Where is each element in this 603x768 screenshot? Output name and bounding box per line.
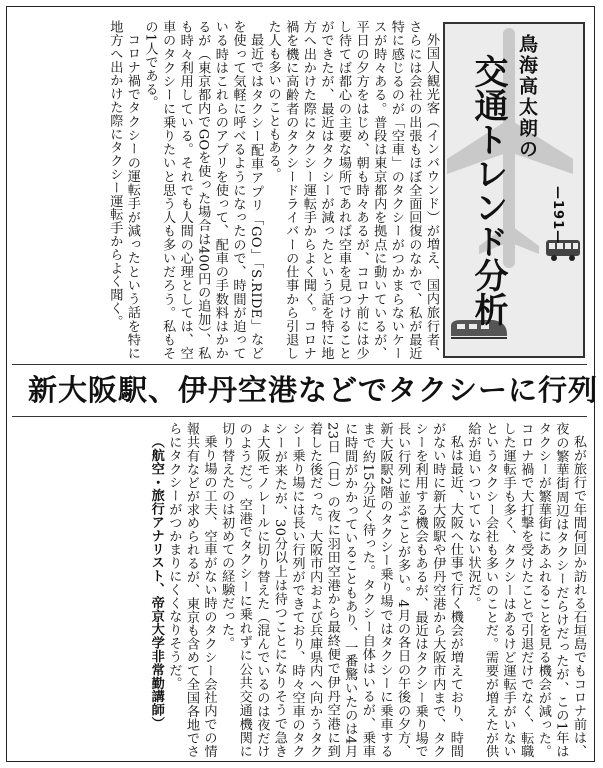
headline: 新大阪駅、伊丹空港などでタクシーに行列 bbox=[28, 373, 599, 407]
bottom-article-text bbox=[12, 422, 587, 758]
top-article-text bbox=[12, 20, 440, 360]
column-author: 鳥海高太朗の bbox=[516, 34, 538, 160]
bottom-paragraph: 私が旅行で年間何回か訪れる石垣島でもコロナ前は、夜の繁華街周辺はタクシーだらけだったが、この1年はタクシーが繁華街にあふれることを見る機会が減った。コロナ禍で大打撃を受けたことで引退だけでなく、転職した運転手も多く、タクシーはあるけど運転手がいないというタクシー会社も多いのことだ。需要が増えたが供給が追いついていない状況だ。 bbox=[465, 422, 586, 758]
column-number: —191— bbox=[550, 186, 565, 245]
top-paragraph: 最近ではタクシー配車アプリ「GO」「S.RIDE」などを使って気軽に呼べるようになったので、時間が迫っている時はこれらのアプリを使って、配車の手数料はかかるが（東京都内でGOを使った場合は400円の追加）、私も時々利用している。それでも人間の心理としては、空車のタクシーに乗りたいと思う人も多いだろう。私もその1人である。 bbox=[142, 20, 264, 360]
author-credit: （航空・旅行アナリスト、帝京大学非常勤講師） bbox=[148, 435, 164, 730]
top-paragraph: 外国人観光客（インバウンド）が増え、国内旅行者、さらには会社の出張もほぼ全面回復のなかで、私が最近特に感じるのが「空車」のタクシーがつかまらないケースが時々ある。普段は東京都内を拠点に動いているが、平日の夕方をはじめ、朝も時々あるが、コロナ前には少し待てば都心の主要な場所であれば空車を見つけることができたが、最近はタクシーが減ったという話を特に地方へ出かけた際にタクシー運転手からよく聞く。コロナ禍を機に高齢者のタクシードライバーの仕事から引退した人も多いのこともある。 bbox=[265, 20, 439, 360]
top-paragraph: コロナ禍でタクシーの運転手が減ったという話を特に地方へ出かけた際にタクシー運転手からよく聞く。 bbox=[107, 20, 140, 360]
divider-top bbox=[12, 364, 587, 365]
bottom-paragraph: 私は最近、大阪へ仕事で行く機会が増えており、時間がない時に新大阪駅や伊丹空港から大阪市内まで、タクシーを利用する機会もあるが、最近はタクシー乗り場で長い行列に並ぶことが多い。4月の各日の午後の夕方、新大阪駅2階のタクシー乗り場ではタクシーに乗車するまで約15分近く待った。タクシー自体はいるが、乗車に時間がかかっていることもあり、一番驚いたのは4月23日（日）の夜に羽田空港から最終便で伊丹空港に到着した後だった。大阪市内および兵庫県内へ向かうタクシー乗り場には長い行列ができており、時々空車のタクシーが来たが、30分以上は待つことになりそうで急きょ大阪モノレールに切り替えた（混んでいるのは夜だけのようだ）。空港でタクシーに乗れずに公共交通機関に切り替えたのは初めての経験だった。 bbox=[219, 422, 463, 758]
bottom-paragraph: 乗り場の工夫、空車がない時のタクシー会社内での情報共有などが求められるが、東京も含めて全国各地でさらにタクシーがつかまりにくくなりそうだ。 bbox=[166, 422, 217, 758]
column-series-title: 交通トレンド分析 bbox=[468, 54, 508, 326]
divider-bottom bbox=[12, 416, 587, 417]
